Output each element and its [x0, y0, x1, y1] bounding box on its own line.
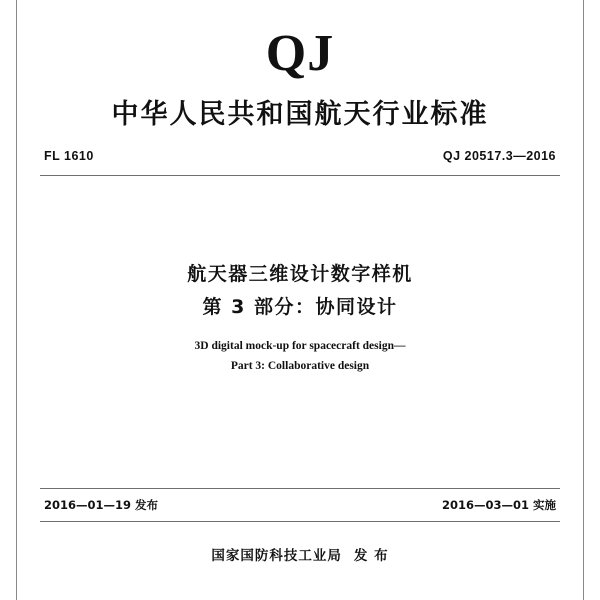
left-margin-rule	[16, 0, 17, 600]
document-title-cn-line1: 航天器三维设计数字样机	[187, 263, 413, 285]
standard-mark-qj: QJ	[265, 25, 335, 82]
footer-divider-top	[40, 488, 560, 489]
issue-date: 2016—01—19 发布	[44, 498, 159, 512]
title-block	[40, 260, 560, 376]
document-title-en-line2: Part 3: Collaborative design	[230, 359, 370, 372]
classification-code: FL 1610	[44, 149, 94, 163]
cover-footer	[40, 488, 560, 564]
document-title-en	[40, 337, 560, 376]
footer-divider-bottom	[40, 521, 560, 522]
document-title-en-line1: 3D digital mock-up for spacecraft design—	[194, 340, 406, 352]
issuer-line	[40, 544, 560, 564]
code-row	[40, 149, 560, 169]
issuer-name: 国家国防科技工业局	[211, 548, 342, 564]
organization-title: 中华人民共和国航天行业标准	[111, 99, 489, 130]
dates-row	[40, 497, 560, 515]
document-title-cn	[40, 260, 560, 321]
document-title-cn-line2: 第 3 部分：协同设计	[202, 295, 398, 318]
right-margin-rule	[583, 0, 584, 600]
issuer-action: 发 布	[353, 548, 389, 564]
header-divider	[40, 175, 560, 176]
cover-content	[40, 0, 560, 600]
implement-date: 2016—03—01 实施	[441, 498, 556, 512]
standard-number: QJ 20517.3—2016	[442, 149, 556, 163]
